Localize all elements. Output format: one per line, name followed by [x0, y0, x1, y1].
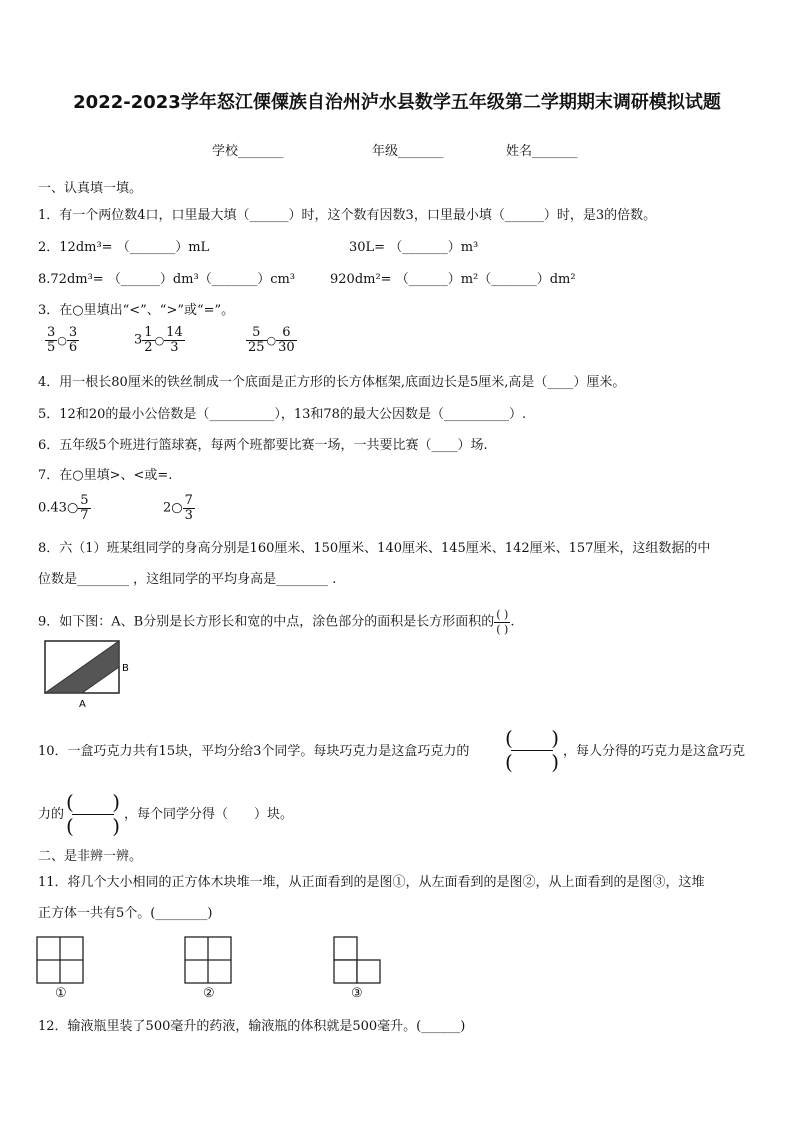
fraction: $\frac{5}{7}$	[80, 493, 89, 523]
whole-number: 3	[134, 332, 143, 348]
question-10-line-1a: 10．一盒巧克力共有15块，平均分给3个同学。每块巧克力是这盒巧克力的	[38, 744, 470, 759]
q10-blank-fraction-2[interactable]	[66, 790, 120, 840]
q7-item-b	[163, 494, 195, 523]
paren: (	[505, 750, 513, 774]
q10-blank-fraction-1[interactable]	[505, 726, 559, 776]
q7-item-a	[38, 494, 91, 523]
compare-circle[interactable]: ○	[154, 334, 165, 347]
compare-circle[interactable]: ○	[57, 334, 67, 347]
question-10-line-2b: ，每个同学分得（ ）块。	[124, 807, 294, 822]
rectangle-figure	[40, 638, 140, 710]
paren: )	[112, 814, 120, 838]
figure-1-front-view	[36, 936, 88, 986]
label-a: A	[79, 699, 86, 710]
figure-2-label: ②	[203, 986, 215, 1001]
fraction: $\frac{5}{25}$	[248, 325, 265, 355]
question-11-line-1: 11．将几个大小相同的正方体木块堆一堆，从正面看到的是图①，从左面看到的是图②，从上面看到的是图③，这堆	[38, 875, 705, 890]
paren: (	[66, 814, 74, 838]
question-1: 1．有一个两位数4口，口里最大填（______）时，这个数有因数3，口里最小填（______）时，是3的倍数。	[38, 208, 657, 223]
q7-a-left: 0.43○	[38, 500, 79, 516]
question-12: 12．输液瓶里装了500毫升的药液，输液瓶的体积就是500毫升。(______)	[38, 1019, 466, 1034]
paren: )	[551, 726, 559, 750]
question-10-line-2a: 力的	[38, 807, 65, 822]
question-11-line-2: 正方体一共有5个。(________)	[38, 906, 213, 921]
question-3: 3．在○里填出“<”、“>”或“=”。	[38, 303, 235, 318]
name-field[interactable]: 姓名_______	[506, 144, 578, 159]
figure-1-label: ①	[55, 986, 67, 1001]
figure-3-top-view	[333, 936, 385, 986]
q3-item-c	[246, 326, 297, 355]
section-2-heading: 二、是非辨一辨。	[38, 849, 143, 864]
figure-2-left-view	[184, 936, 236, 986]
paren: )	[551, 750, 559, 774]
page-title: 2022-2023学年怒江傈僳族自治州泸水县数学五年级第二学期期末调研模拟试题	[73, 92, 721, 113]
fraction: $\frac{3}{6}$	[68, 325, 78, 355]
grade-field[interactable]: 年级_______	[372, 144, 444, 159]
paren: (	[505, 726, 513, 750]
question-8-line-1: 8．六（1）班某组同学的身高分别是160厘米、150厘米、140厘米、145厘米、142厘米、157厘米，这组数据的中	[38, 541, 711, 556]
label-b: B	[122, 663, 129, 674]
paren: )	[112, 790, 120, 814]
q3-item-a	[45, 326, 79, 355]
question-2a: 2．12dm³= （_______）mL	[38, 240, 210, 255]
question-9-text: 9．如下图：A、B分别是长方形长和宽的中点，涂色部分的面积是长方形面积的	[38, 614, 495, 630]
question-10-line-1b: ，每人分得的巧克力是这盒巧克	[563, 744, 746, 759]
fraction: $\frac{1}{2}$	[144, 325, 153, 355]
question-2b: 30L= （_______）m³	[349, 240, 479, 255]
question-4: 4．用一根长80厘米的铁丝制成一个底面是正方形的长方体框架,底面边长是5厘米,高是（____）厘米。	[38, 375, 626, 390]
q7-b-left: 2○	[163, 500, 183, 516]
question-9	[38, 608, 514, 637]
q3-item-b	[134, 326, 185, 355]
fraction: $\frac{6}{30}$	[278, 325, 295, 355]
fraction-bar	[72, 814, 114, 815]
paren: (	[66, 790, 74, 814]
fraction: $\frac{14}{3}$	[166, 325, 183, 355]
figure-3-label: ③	[351, 986, 363, 1001]
question-6: 6．五年级5个班进行篮球赛，每两个班都要比赛一场，一共要比赛（____）场.	[38, 438, 488, 453]
compare-circle[interactable]: ○	[266, 334, 277, 347]
question-2c: 8.72dm³= （______）dm³（_______）cm³	[38, 272, 296, 287]
fraction: $\frac{3}{5}$	[47, 325, 56, 355]
question-7: 7．在○里填>、<或=.	[38, 468, 173, 483]
answer-fraction[interactable]: $\frac{( )}{( )}$	[496, 608, 509, 636]
question-8-line-2: 位数是________ ，这组同学的平均身高是________ .	[38, 572, 337, 587]
section-1-heading: 一、认真填一填。	[38, 181, 143, 196]
question-5: 5．12和20的最小公倍数是（__________），13和78的最大公因数是（__________）.	[38, 407, 527, 422]
fraction-bar	[511, 750, 553, 751]
fraction: $\frac{7}{3}$	[184, 493, 193, 523]
period: .	[510, 614, 515, 630]
school-field[interactable]: 学校_______	[212, 144, 284, 159]
question-2d: 920dm²= （______）m²（_______）dm²	[330, 272, 576, 287]
